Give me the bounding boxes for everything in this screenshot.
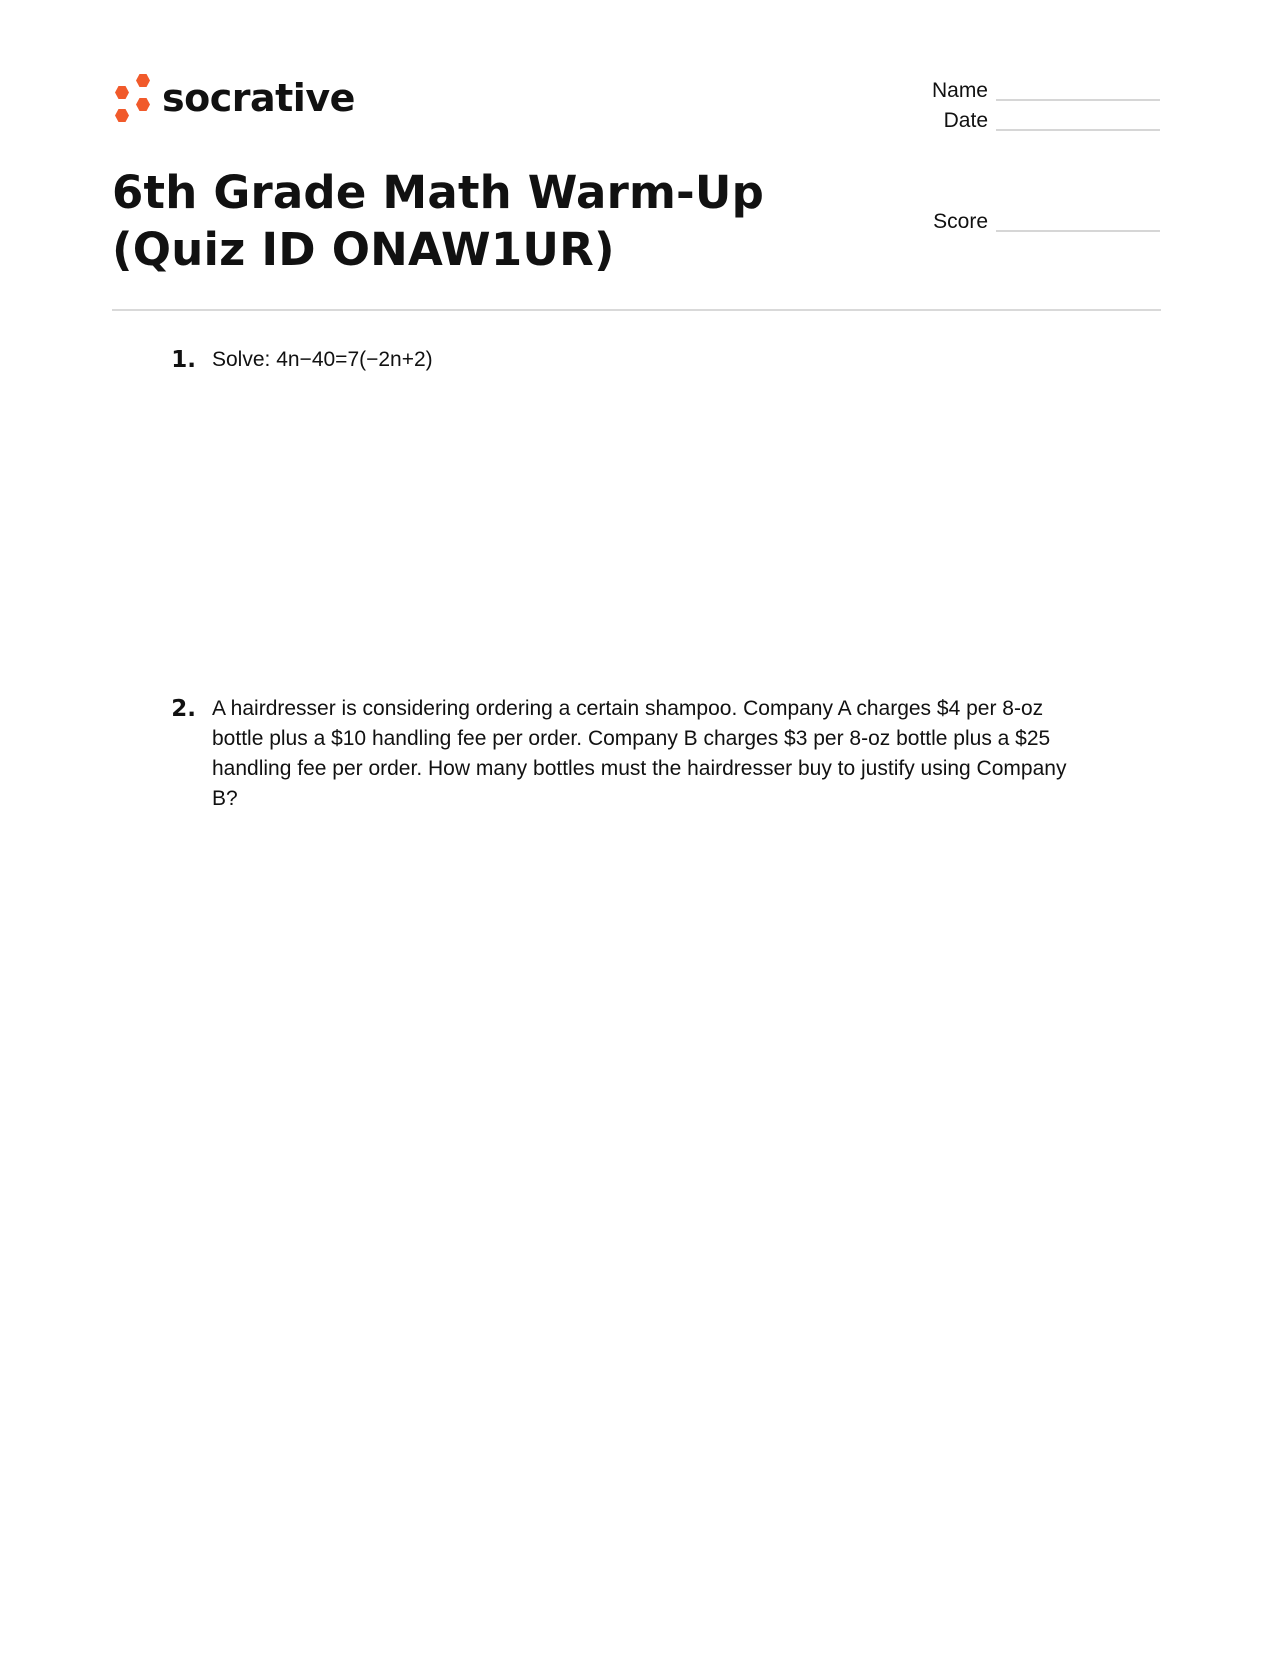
name-label: Name <box>931 79 988 102</box>
hexagon-cluster-logo-icon <box>112 73 152 123</box>
question-text: A hairdresser is considering ordering a certain shampoo. Company A charges $4 per 8-oz bottle plus a $10 handling fee per order. Company B charges $3 per 8-oz bottle plus a $25 handling fee per order. How many bottles must the hairdresser buy to justify using Company B? <box>212 697 1067 810</box>
date-field <box>860 106 1160 136</box>
score-field <box>860 207 1160 237</box>
brand-name: socrative <box>162 76 355 120</box>
question-number: 1. <box>171 347 196 373</box>
header-divider <box>112 309 1161 311</box>
name-field <box>860 76 1160 106</box>
score-label: Score <box>933 210 988 233</box>
socrative-logo <box>112 72 355 124</box>
date-line <box>996 129 1160 131</box>
name-line <box>996 99 1160 101</box>
worksheet-title: 6th Grade Math Warm-Up (Quiz ID ONAW1UR) <box>112 166 765 276</box>
question-number: 2. <box>171 696 196 722</box>
question-text: Solve: 4n−40=7(−2n+2) <box>212 348 433 371</box>
score-line <box>996 230 1160 232</box>
date-label: Date <box>943 109 988 132</box>
